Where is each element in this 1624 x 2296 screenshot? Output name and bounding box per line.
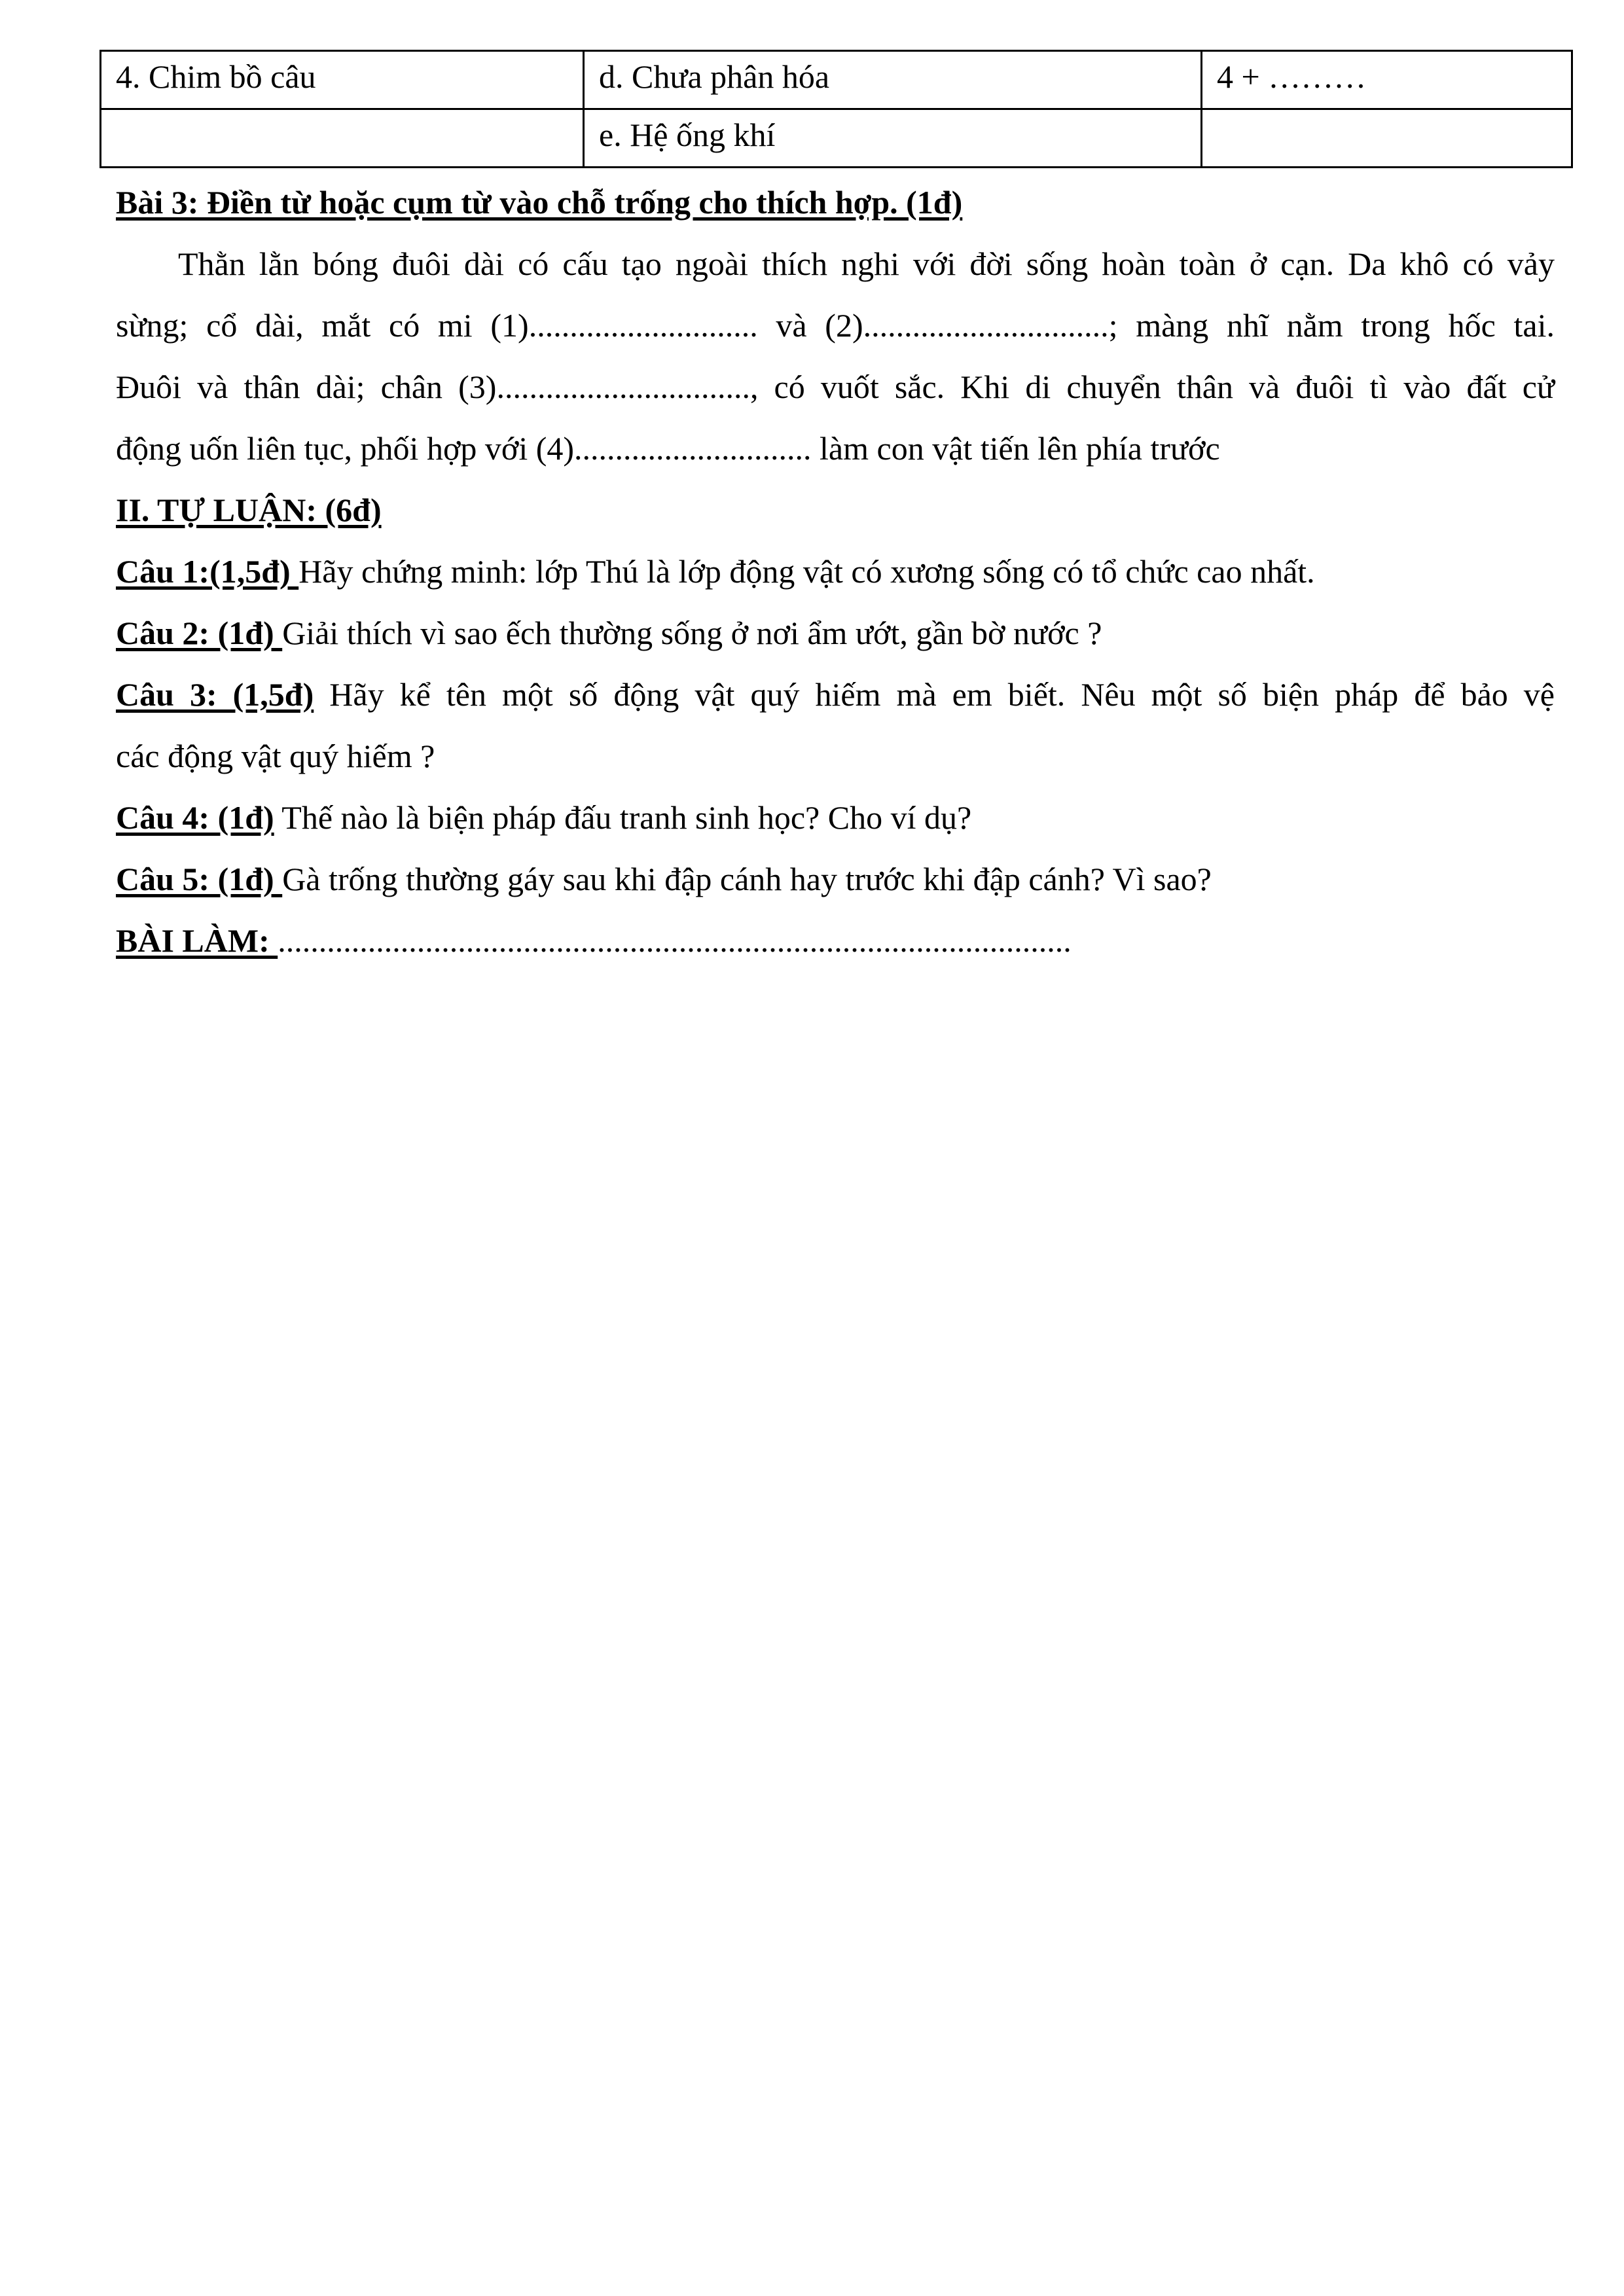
question-1 bbox=[116, 541, 1555, 602]
question-label: Câu 1:(1,5đ) bbox=[116, 553, 299, 590]
table-cell bbox=[1202, 109, 1572, 168]
table-cell bbox=[101, 109, 584, 168]
tu-luan-heading: II. TỰ LUẬN: (6đ) bbox=[116, 492, 382, 528]
question-3 bbox=[116, 664, 1555, 725]
question-3-continued: các động vật quý hiếm ? bbox=[116, 738, 435, 774]
bai3-heading: Bài 3: Điền từ hoặc cụm từ vào chỗ trống cho thích hợp. (1đ) bbox=[116, 184, 963, 221]
answer-area bbox=[116, 910, 1555, 971]
question-label: Câu 2: (1đ) bbox=[116, 615, 283, 651]
question-5 bbox=[116, 848, 1555, 910]
question-text: Hãy kể tên một số động vật quý hiếm mà em biết. Nêu một số biện pháp để bảo vệ bbox=[314, 676, 1555, 713]
question-label: Câu 3: (1,5đ) bbox=[116, 676, 314, 713]
exam-content bbox=[116, 171, 1555, 971]
question-text: Hãy chứng minh: lớp Thú là lớp động vật có xương sống có tổ chức cao nhất. bbox=[298, 553, 1315, 590]
matching-table bbox=[99, 50, 1573, 168]
table-row bbox=[101, 109, 1572, 168]
question-text: Giải thích vì sao ếch thường sống ở nơi ẩm ướt, gần bờ nước ? bbox=[282, 615, 1102, 651]
paragraph-line: sừng; cổ dài, mắt có mi (1)............................ và (2)..............................; màng nhĩ nằm trong hốc tai. bbox=[116, 307, 1555, 344]
answer-dots: ................................................................................................. bbox=[278, 922, 1072, 959]
question-2 bbox=[116, 602, 1555, 664]
question-text: Gà trống thường gáy sau khi đập cánh hay trước khi đập cánh? Vì sao? bbox=[282, 861, 1212, 897]
question-4 bbox=[116, 787, 1555, 848]
table-cell: 4. Chim bồ câu bbox=[101, 51, 584, 109]
answer-label: BÀI LÀM: bbox=[116, 922, 278, 959]
table-cell: d. Chưa phân hóa bbox=[584, 51, 1202, 109]
table-cell: 4 + ……… bbox=[1202, 51, 1572, 109]
paragraph-line: Đuôi và thân dài; chân (3)..............................., có vuốt sắc. Khi di chuyển thân và đuôi tì vào đất cử bbox=[116, 368, 1555, 405]
table-row bbox=[101, 51, 1572, 109]
question-text: Thế nào là biện pháp đấu tranh sinh học? Cho ví dụ? bbox=[274, 799, 972, 836]
table-cell: e. Hệ ống khí bbox=[584, 109, 1202, 168]
question-label: Câu 5: (1đ) bbox=[116, 861, 283, 897]
question-label: Câu 4: (1đ) bbox=[116, 799, 274, 836]
paragraph-line: Thằn lằn bóng đuôi dài có cấu tạo ngoài thích nghi với đời sống hoàn toàn ở cạn. Da khô có vảy bbox=[178, 245, 1555, 282]
paragraph-line: động uốn liên tục, phối hợp với (4)............................. làm con vật tiến lên phía trước bbox=[116, 430, 1220, 467]
